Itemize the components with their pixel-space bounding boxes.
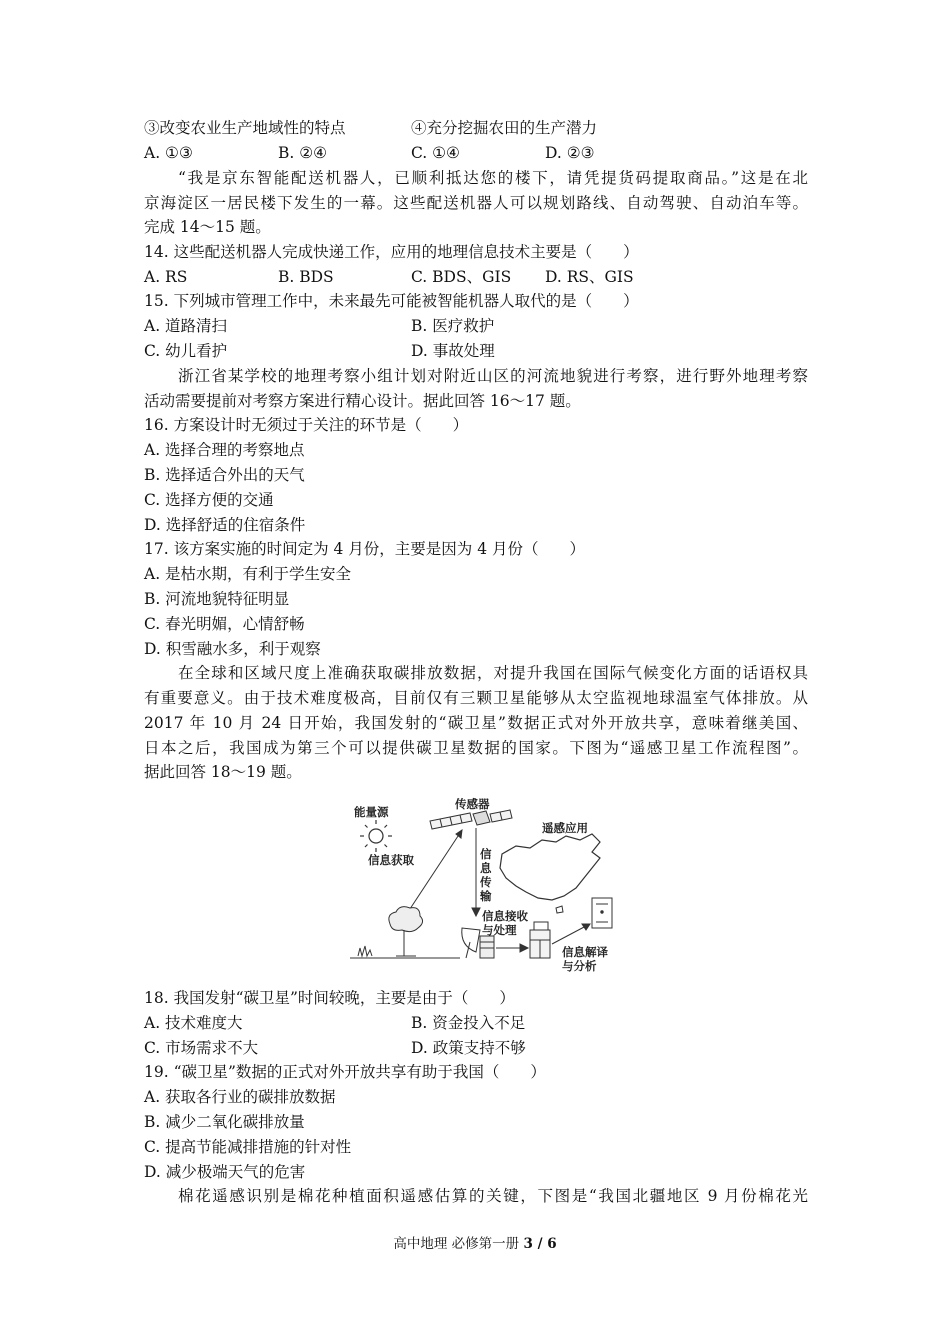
label-receive-2: 与处理 [482, 923, 517, 937]
passage-1-line-3: 完成 14～15 题。 [144, 218, 271, 236]
map-island-icon [556, 906, 563, 913]
q15-option-b: B. 医疗救护 [411, 317, 495, 335]
label-sensor: 传感器 [455, 797, 490, 811]
passage-1-line-2: 京海淀区一居民楼下发生的一幕。这些配送机器人可以规划路线、自动驾驶、自动泊车等。 [144, 194, 808, 212]
page-footer [0, 1234, 950, 1254]
label-receive-1: 信息接收 [482, 909, 528, 923]
choice-d: D. ②③ [545, 144, 595, 162]
q18-option-b: B. 资金投入不足 [411, 1014, 526, 1032]
passage-1-line-1: “我是京东智能配送机器人，已顺利抵达您的楼下，请凭提货码提取商品。”这是在北 [178, 169, 808, 187]
q16-option-a: A. 选择合理的考察地点 [144, 441, 305, 459]
q18-option-d: D. 政策支持不够 [411, 1039, 526, 1057]
q18-option-c: C. 市场需求不大 [144, 1039, 259, 1057]
q19-option-d: D. 减少极端天气的危害 [144, 1163, 306, 1181]
satellite-icon [430, 810, 512, 829]
choice-b: B. ②④ [278, 144, 328, 162]
q16-option-b: B. 选择适合外出的天气 [144, 466, 305, 484]
q14-option-b: B. BDS [278, 268, 334, 286]
remote-sensing-workflow-figure [330, 796, 630, 980]
q19-option-b: B. 减少二氧化碳排放量 [144, 1113, 305, 1131]
label-transmit-3: 传 [480, 875, 492, 889]
question-18: 18. 我国发射“碳卫星”时间较晚，主要是由于（ ） [144, 989, 515, 1007]
passage-3-line-2: 有重要意义。由于技术难度极高，目前仅有三颗卫星能够从太空监视地球温室气体排放。从 [144, 689, 808, 707]
passage-2-line-2: 活动需要提前对考察方案进行精心设计。据此回答 16～17 题。 [144, 392, 581, 410]
label-energy-source: 能量源 [354, 805, 389, 819]
question-17: 17. 该方案实施的时间定为 4 月份，主要是因为 4 月份（ ） [144, 540, 586, 558]
option-4: ④充分挖掘农田的生产潜力 [411, 119, 598, 137]
q18-option-a: A. 技术难度大 [144, 1014, 243, 1032]
passage-4-line-1: 棉花遥感识别是棉花种植面积遥感估算的关键，下图是“我国北疆地区 9 月份棉花光 [178, 1187, 808, 1205]
question-16: 16. 方案设计时无须过于关注的环节是（ ） [144, 416, 469, 434]
process-arrow [496, 944, 528, 952]
label-remote-application: 遥感应用 [542, 821, 588, 835]
transmit-arrow [472, 828, 480, 916]
q14-option-a: A. RS [144, 268, 188, 286]
question-14: 14. 这些配送机器人完成快递工作，应用的地理信息技术主要是（ ） [144, 243, 639, 261]
acquire-arrow [404, 830, 462, 918]
question-15: 15. 下列城市管理工作中，未来最先可能被智能机器人取代的是（ ） [144, 292, 639, 310]
q16-option-d: D. 选择舒适的住宿条件 [144, 516, 306, 534]
label-interpret-1: 信息解译 [562, 945, 608, 959]
choice-c: C. ①④ [411, 144, 460, 162]
q15-option-a: A. 道路清扫 [144, 317, 228, 335]
china-map-icon [500, 834, 600, 900]
q19-option-c: C. 提高节能减排措施的针对性 [144, 1138, 352, 1156]
passage-3-line-1: 在全球和区域尺度上准确获取碳排放数据，对提升我国在国际气候变化方面的话语权具 [178, 664, 808, 682]
choice-a: A. ①③ [144, 144, 193, 162]
computer-icon [530, 922, 550, 958]
label-transmit-2: 息 [480, 861, 492, 875]
interpret-arrow [552, 924, 590, 944]
option-3: ③改变农业生产地域性的特点 [144, 119, 346, 137]
q17-option-c: C. 春光明媚，心情舒畅 [144, 615, 305, 633]
q17-option-b: B. 河流地貌特征明显 [144, 590, 290, 608]
question-19: 19. “碳卫星”数据的正式对外开放共享有助于我国（ ） [144, 1063, 546, 1081]
footer-page-number: 3 / 6 [523, 1236, 557, 1252]
footer-subject: 高中地理 必修第一册 [393, 1236, 520, 1252]
q16-option-c: C. 选择方便的交通 [144, 491, 274, 509]
sun-icon [360, 820, 392, 852]
label-transmit-1: 信 [480, 847, 492, 861]
label-interpret-2: 与分析 [562, 959, 597, 973]
passage-3-line-4: 日本之后，我国成为第三个可以提供碳卫星数据的国家。下图为“遥感卫星工作流程图”。 [144, 739, 808, 757]
q15-option-d: D. 事故处理 [411, 342, 495, 360]
q15-option-c: C. 幼儿看护 [144, 342, 228, 360]
label-transmit-4: 输 [480, 889, 492, 903]
report-document-icon [592, 898, 612, 928]
passage-3-line-5: 据此回答 18～19 题。 [144, 763, 302, 781]
q14-option-d: D. RS、GIS [545, 268, 634, 286]
q19-option-a: A. 获取各行业的碳排放数据 [144, 1088, 336, 1106]
q17-option-a: A. 是枯水期，有利于学生安全 [144, 565, 352, 583]
passage-2-line-1: 浙江省某学校的地理考察小组计划对附近山区的河流地貌进行考察，进行野外地理考察 [178, 367, 808, 385]
label-info-acquisition: 信息获取 [368, 853, 414, 867]
tree-icon [389, 907, 423, 956]
q17-option-d: D. 积雪融水多，利于观察 [144, 640, 321, 658]
q14-option-c: C. BDS、GIS [411, 268, 512, 286]
passage-3-line-3: 2017 年 10 月 24 日开始，我国发射的“碳卫星”数据正式对外开放共享，意味着继美国、 [144, 714, 808, 732]
